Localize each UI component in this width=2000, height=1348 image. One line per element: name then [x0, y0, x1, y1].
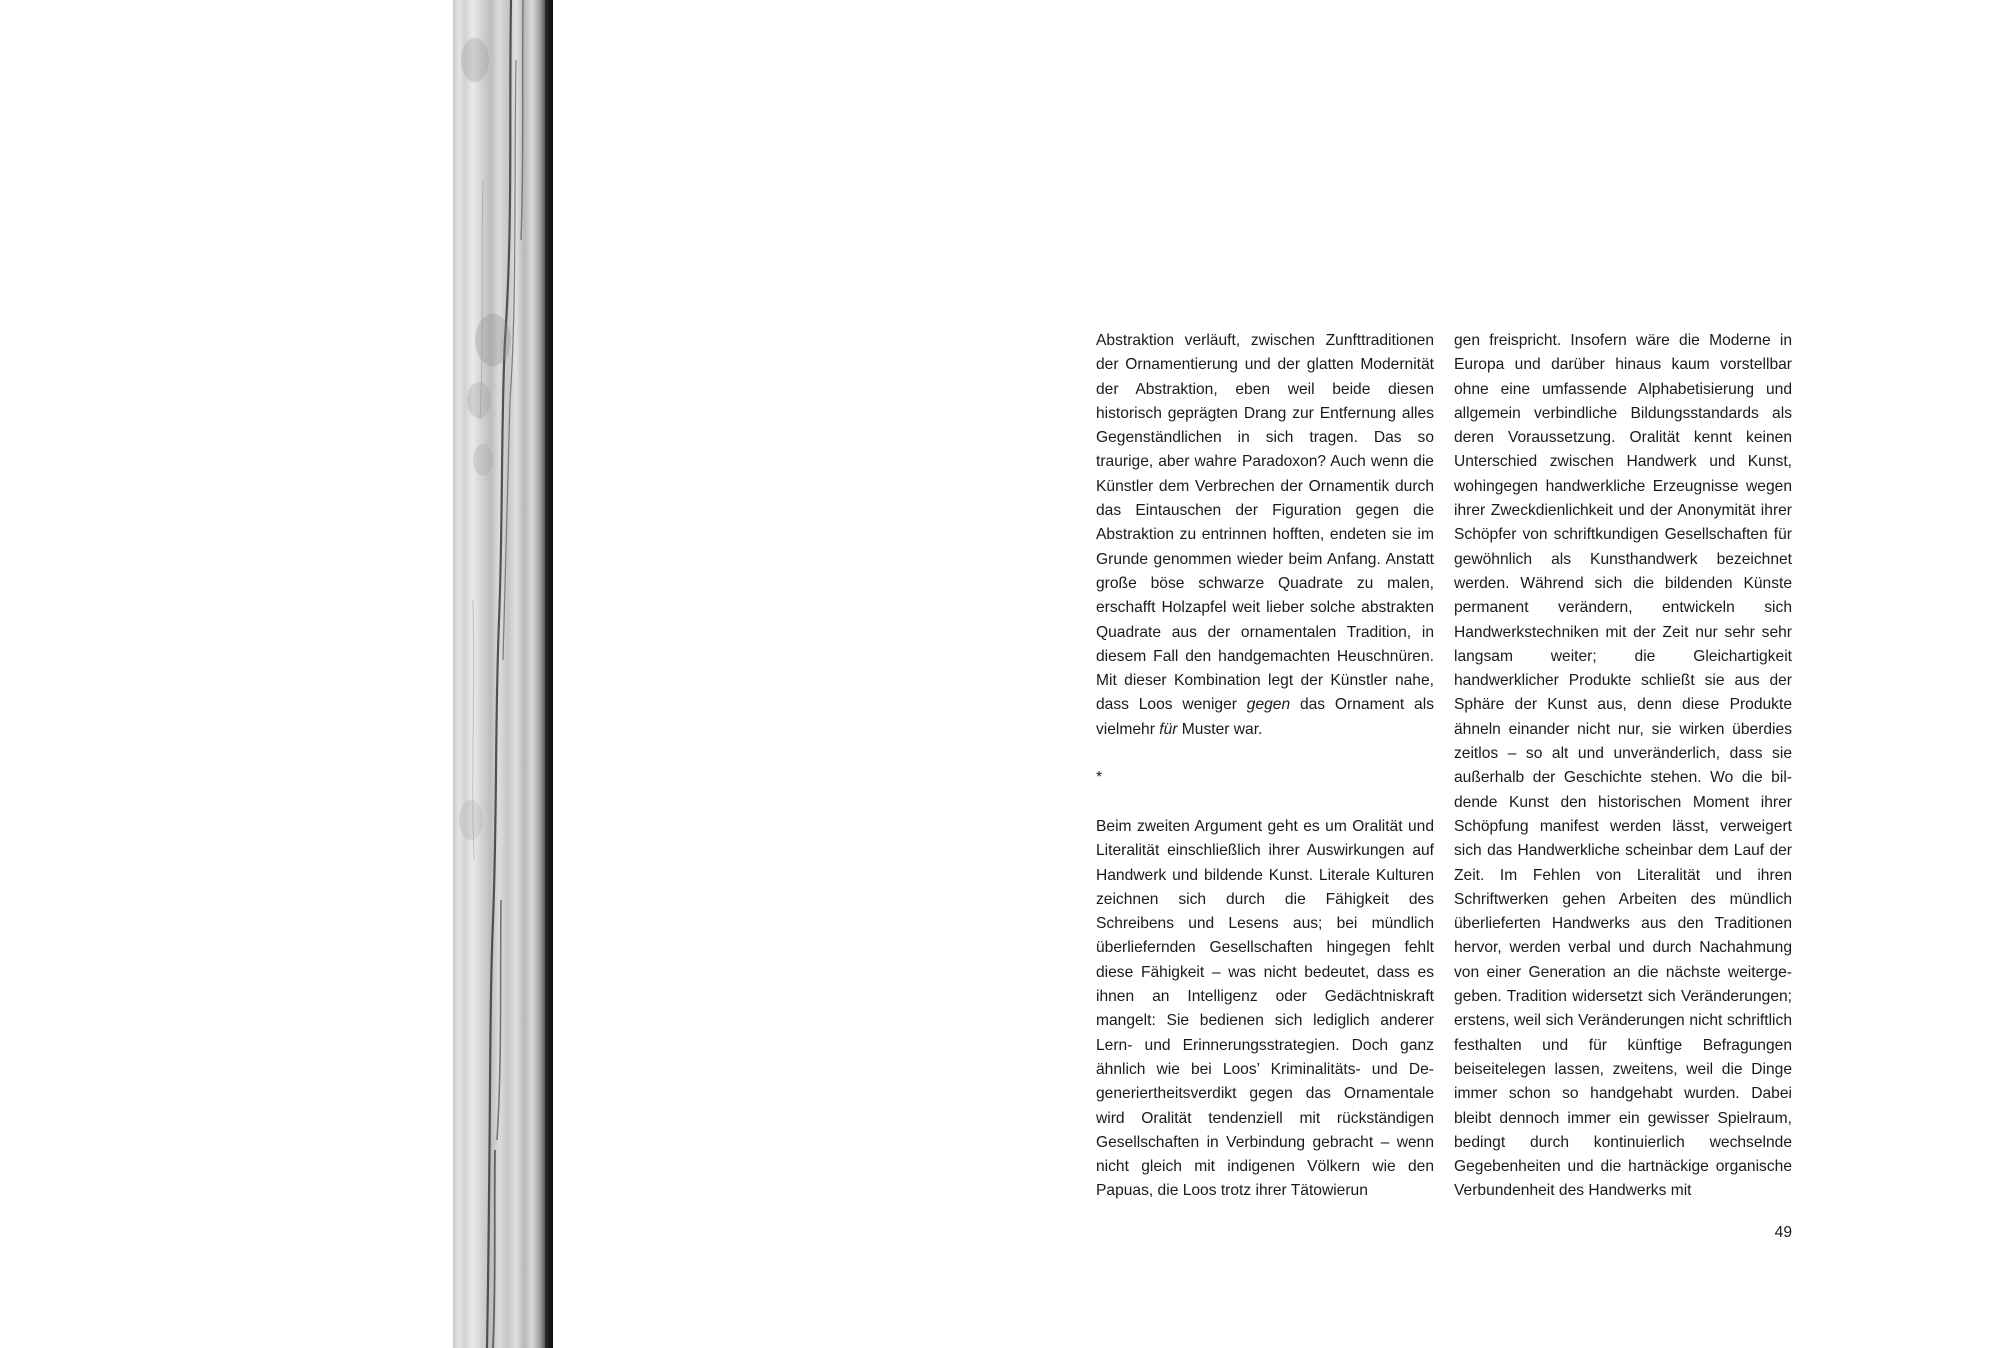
paragraph-oralitaet: Beim zweiten Argument geht es um Oralität und Literalität einschließlich ihrer Auswirkungen auf Handwerk und bildende Kunst. Literale Kulturen zeichnen sich durch die Fähigkeit des Schreibens und Lesens aus; bei mündlich überliefernden Gesellschaften hingegen fehlt diese Fähigkeit – was nicht bedeutet, dass es ihnen an Intelligenz oder Gedächtniskraft mangelt: Sie bedienen sich lediglich anderer Lern- und Erinnerungsstrategien. Doch ganz ähnlich wie bei Loos’ Kriminalitäts- und Degeneriertheitsverdikt gegen das Ornamentale wird Oralität tendenziell mit rückständigen Gesellschaften in Verbindung gebracht – wenn nicht gleich mit indigenen Völkern wie den Papuas, die Loos trotz ihrer Tätowierun: [1096, 817, 1434, 1200]
text-column-right: [1454, 329, 1792, 1204]
section-divider-asterisk: *: [1096, 769, 1103, 787]
text-column-left: [1096, 329, 1434, 1204]
emphasis-gegen: gegen: [1246, 696, 1291, 714]
paragraph-continuation: gen freispricht. Insofern wäre die Moderne in Europa und darüber hinaus kaum vorstellbar ohne eine umfassende Alphabetisierung und allgemein verbindliche Bildungsstandards als deren Voraussetzung. Oralität kennt keinen Unterschied zwischen Handwerk und Kunst, wohingegen handwerkliche Erzeugnisse wegen ihrer Zweckdienlichkeit und der Anonymität ihrer Schöpfer von schriftkundigen Gesellschaften für gewöhnlich als Kunsthandwerk bezeichnet werden. Während sich die bildenden Künste permanent verändern, entwickeln sich Handwerkstechniken mit der Zeit nur sehr sehr langsam weiter; die Gleichartigkeit handwerklicher Produkte schließt sie aus der Sphäre der Kunst aus, denn diese Produkte ähneln einander nicht nur, sie wirken überdies zeitlos – so alt und unveränderlich, dass sie außerhalb der Geschichte stehen. Wo die bildende Kunst den historischen Moment ihrer Schöpfung manifest werden lässt, verweigert sich das Handwerkliche scheinbar dem Lauf der Zeit. Im Fehlen von Literalität und ihren Schriftwerken gehen Arbeiten des mündlich überlieferten Handwerks aus den Traditionen hervor, werden verbal und durch Nachahmung von einer Generation an die nächste weitergegeben. Tradition widersetzt sich Veränderungen; erstens, weil sich Veränderungen nicht schriftlich festhalten und für künftige Befragungen beiseitelegen lassen, zweitens, weil die Dinge immer schon so handgehabt wurden. Dabei bleibt dennoch immer ein gewisser Spielraum, bedingt durch kontinuierlich wechselnde Gegebenheiten und die hartnäckige organische Verbundenheit des Handwerks mit: [1454, 332, 1792, 1200]
tree-trunk-photo: [453, 0, 553, 1348]
tree-trunk-photo-icon: [453, 0, 553, 1348]
paragraph-abstraktion: Abstraktion verläuft, zwischen Zunfttraditionen der Ornamentierung und der glatten Modernität der Abstraktion, eben weil beide diesen historisch geprägten Drang zur Entfernung alles Gegenständlichen in sich tragen. Das so traurige, aber wahre Paradoxon? Auch wenn die Künstler dem Verbrechen der Ornamentik durch das Eintauschen der Figuration gegen die Abstraktion zu entrinnen hofften, endeten sie im Grunde genommen wieder beim Anfang. Anstatt große böse schwarze Quadrate zu malen, erschafft Holzapfel weit lieber solche abstrakten Quadrate aus der ornamentalen Tradition, in diesem Fall den handgemachten Heuschnüren. Mit dieser Kombination legt der Künstler nahe, dass Loos weniger gegen das Ornament als vielmehr für Muster war.: [1096, 332, 1434, 738]
page-number: 49: [1774, 1224, 1792, 1241]
emphasis-fuer: für: [1159, 720, 1178, 738]
